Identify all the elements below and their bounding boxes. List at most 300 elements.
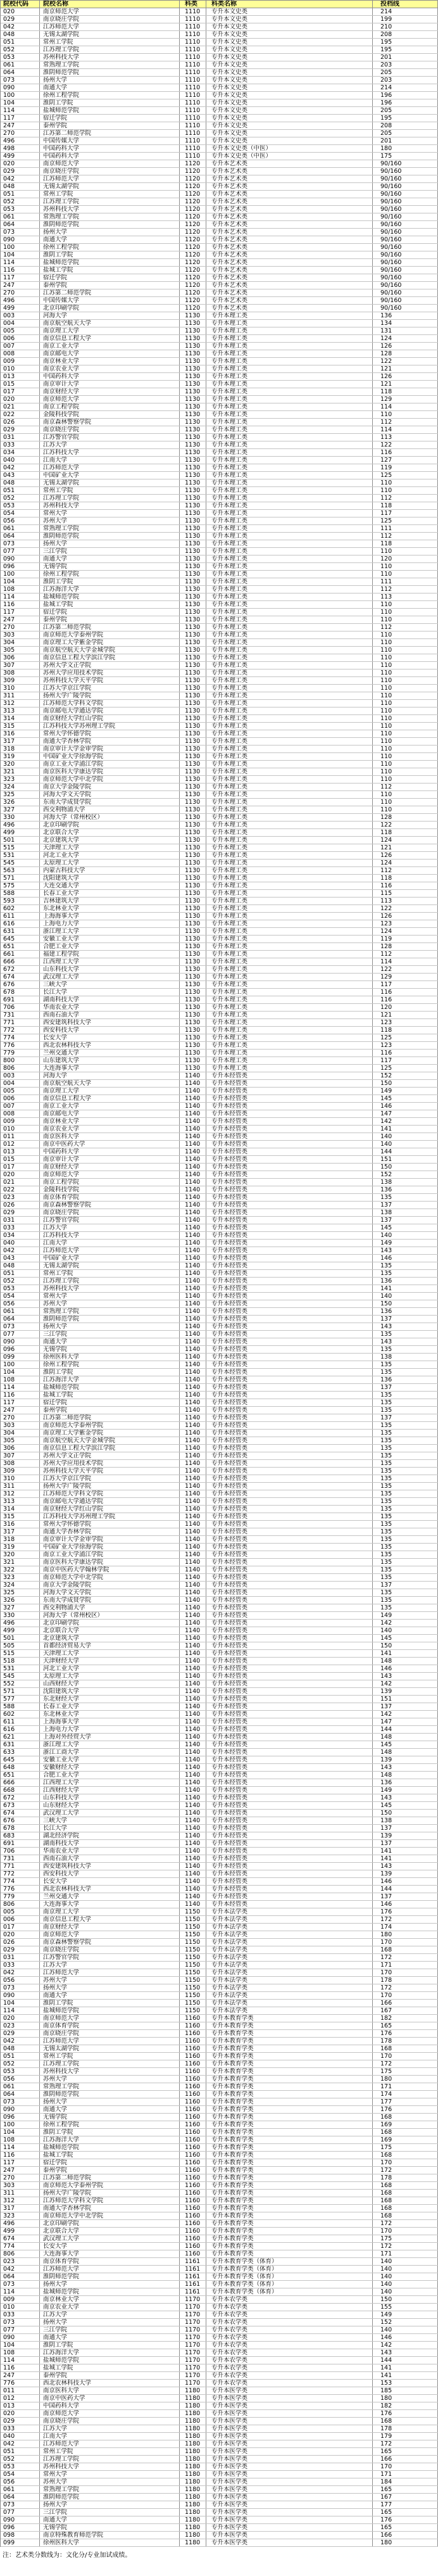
cell-school-name: 南京财经大学红山学院	[40, 715, 180, 722]
cell-category-name: 专升本教育学类	[206, 2030, 373, 2037]
cell-code: 117	[1, 2159, 40, 2166]
cell-code: 518	[1, 1658, 40, 1665]
cell-score: 167	[373, 2494, 438, 2501]
cell-score: 135	[373, 1460, 438, 1467]
cell-code: 326	[1, 799, 40, 806]
table-row	[1, 631, 438, 639]
cell-code: 005	[1, 1908, 40, 1915]
cell-category: 1130	[180, 411, 206, 418]
cell-score: 113	[373, 898, 438, 904]
cell-category-name: 专升本理工类	[206, 715, 373, 722]
cell-category: 1120	[180, 198, 206, 205]
cell-category: 1150	[180, 1946, 206, 1953]
cell-school-name: 南京财经大学	[40, 1164, 180, 1171]
table-row	[1, 2425, 438, 2433]
cell-category-name: 专升本教育学类	[206, 2197, 373, 2204]
cell-category: 1140	[180, 1240, 206, 1247]
cell-category-name: 专升本经管类	[206, 1118, 373, 1125]
cell-category-name: 专升本经管类	[206, 1171, 373, 1178]
cell-school-name: 南通大学	[40, 2516, 180, 2523]
cell-school-name: 泰州学院	[40, 1407, 180, 1414]
table-row	[1, 2076, 438, 2083]
cell-category: 1140	[180, 1901, 206, 1908]
cell-category: 1160	[180, 2106, 206, 2113]
cell-category-name: 专升本理工类	[206, 571, 373, 578]
cell-school-name: 盐城工学院	[40, 2152, 180, 2159]
cell-category-name: 专升本经管类	[206, 1293, 373, 1300]
cell-category-name: 专升本艺术类	[206, 267, 373, 274]
cell-category: 1120	[180, 244, 206, 251]
cell-school-name: 南京邮电大学	[40, 1110, 180, 1117]
cell-category-name: 专升本理工类	[206, 426, 373, 433]
table-row	[1, 1992, 438, 2000]
cell-school-name: 淮阴师范学院	[40, 533, 180, 540]
cell-score: 135	[373, 1506, 438, 1513]
cell-code: 073	[1, 1323, 40, 1330]
cell-category: 1130	[180, 860, 206, 866]
cell-category-name: 专升本教育学类	[206, 2022, 373, 2029]
cell-category: 1130	[180, 822, 206, 828]
cell-school-name: 江西理工大学	[40, 1779, 180, 1786]
cell-category: 1130	[180, 784, 206, 790]
cell-score: 90/160	[373, 221, 438, 228]
cell-score: 135	[373, 1574, 438, 1581]
cell-category: 1120	[180, 221, 206, 228]
cell-category: 1130	[180, 814, 206, 821]
cell-code: 499	[1, 829, 40, 836]
cell-school-name: 天津财经大学	[40, 1658, 180, 1665]
cell-category: 1130	[180, 624, 206, 631]
cell-school-name: 盐城师范学院	[40, 259, 180, 266]
cell-code: 621	[1, 1734, 40, 1741]
cell-school-name: 南京审计大学金审学院	[40, 1536, 180, 1543]
cell-category-name: 专升本教育学类	[206, 2182, 373, 2189]
table-row	[1, 1749, 438, 1756]
table-row	[1, 1224, 438, 1232]
cell-category-name: 专升本教育学类	[206, 2015, 373, 2022]
cell-category-name: 专升本理工类	[206, 738, 373, 745]
cell-school-name: 南京信息工程大学	[40, 1095, 180, 1102]
cell-category-name: 专升本经管类	[206, 1361, 373, 1368]
cell-category-name: 专升本经管类	[206, 1133, 373, 1140]
cell-code: 309	[1, 1468, 40, 1475]
cell-school-name: 山西财经大学	[40, 1680, 180, 1687]
cell-category-name: 专升本艺术类	[206, 251, 373, 258]
cell-score: 168	[373, 2045, 438, 2052]
cell-score: 137	[373, 1217, 438, 1224]
cell-score: 135	[373, 1331, 438, 1338]
cell-school-name: 南京晓庄学院	[40, 168, 180, 175]
cell-code: 315	[1, 1513, 40, 1520]
cell-category-name: 专升本艺术类	[206, 259, 373, 266]
cell-category-name: 专升本经管类	[206, 1810, 373, 1817]
cell-category-name: 专升本文史类	[206, 69, 373, 76]
cell-category-name: 专升本经管类	[206, 1399, 373, 1406]
cell-code: 077	[1, 548, 40, 555]
table-row	[1, 1080, 438, 1088]
cell-score: 169	[373, 2121, 438, 2128]
cell-school-name: 江苏科技大学苏州理工学院	[40, 1513, 180, 1520]
table-row	[1, 8, 438, 16]
cell-code: 100	[1, 244, 40, 251]
cell-score: 141	[373, 1855, 438, 1862]
cell-school-name: 常州工学院	[40, 191, 180, 198]
table-row	[1, 1376, 438, 1384]
table-row	[1, 2197, 438, 2205]
cell-code: 053	[1, 502, 40, 509]
cell-score: 140	[373, 2288, 438, 2295]
cell-score: 170	[373, 1969, 438, 1976]
table-row	[1, 2060, 438, 2068]
cell-code: 020	[1, 1171, 40, 1178]
cell-code: 051	[1, 1270, 40, 1277]
cell-school-name: 南京体育学院	[40, 1194, 180, 1201]
cell-category-name: 专升本理工类	[206, 449, 373, 456]
cell-score: 179	[373, 2433, 438, 2440]
cell-score: 140	[373, 2281, 438, 2288]
cell-category-name: 专升本文史类	[206, 137, 373, 144]
cell-score: 178	[373, 2425, 438, 2432]
cell-score: 210	[373, 23, 438, 30]
cell-code: 117	[1, 609, 40, 616]
cell-category: 1130	[180, 639, 206, 646]
cell-code: 077	[1, 2326, 40, 2333]
cell-category-name: 专升本法学类	[206, 1969, 373, 1976]
cell-school-name: 徐州工程学院	[40, 244, 180, 251]
cell-school-name: 常州大学	[40, 2471, 180, 2478]
cell-category: 1160	[180, 2038, 206, 2045]
cell-category: 1160	[180, 2152, 206, 2159]
cell-score: 121	[373, 1012, 438, 1018]
cell-category-name: 专升本教育学类（体育）	[206, 2273, 373, 2280]
cell-category-name: 专升本理工类	[206, 723, 373, 730]
table-row	[1, 784, 438, 791]
cell-score: 116	[373, 449, 438, 456]
table-row	[1, 753, 438, 761]
cell-category: 1140	[180, 1612, 206, 1619]
cell-school-name: 泰州学院	[40, 616, 180, 623]
cell-school-name: 南京信息工程大学	[40, 1916, 180, 1923]
cell-category: 1130	[180, 517, 206, 524]
cell-score: 137	[373, 1703, 438, 1710]
cell-category-name: 专升本经管类	[206, 1072, 373, 1079]
table-row	[1, 616, 438, 624]
cell-school-name: 西安科技大学	[40, 1027, 180, 1034]
cell-school-name: 江苏理工学院	[40, 1278, 180, 1285]
cell-code: 043	[1, 1255, 40, 1262]
cell-category-name: 专升本经管类	[206, 1832, 373, 1839]
cell-code: 776	[1, 2380, 40, 2387]
cell-category: 1140	[180, 1718, 206, 1725]
table-row	[1, 251, 438, 259]
cell-category-name: 专升本经管类	[206, 1658, 373, 1665]
cell-school-name: 南京航空航天大学	[40, 1080, 180, 1087]
cell-category: 1140	[180, 1665, 206, 1672]
table-row	[1, 2478, 438, 2486]
table-row	[1, 358, 438, 365]
cell-category: 1130	[180, 662, 206, 669]
cell-score: 168	[373, 2182, 438, 2189]
cell-category-name: 专升本经管类	[206, 1582, 373, 1589]
cell-school-name: 扬州大学	[40, 2098, 180, 2105]
table-row	[1, 1490, 438, 1498]
cell-score: 135	[373, 1361, 438, 1368]
cell-category: 1130	[180, 837, 206, 844]
cell-score: 114	[373, 403, 438, 410]
cell-code: 029	[1, 1946, 40, 1953]
cell-category: 1140	[180, 1437, 206, 1444]
cell-category: 1140	[180, 1468, 206, 1475]
cell-code: 090	[1, 2334, 40, 2341]
cell-school-name: 首都经济贸易大学	[40, 1642, 180, 1649]
cell-code: 008	[1, 350, 40, 357]
cell-school-name: 南京特殊教育师范学院	[40, 2532, 180, 2539]
cell-category: 1140	[180, 1794, 206, 1801]
cell-school-name: 江苏师范大学	[40, 464, 180, 471]
cell-category: 1130	[180, 943, 206, 950]
cell-score: 137	[373, 1414, 438, 1421]
cell-score: 90/160	[373, 229, 438, 236]
cell-school-name: 常州大学怀德学院	[40, 1521, 180, 1528]
table-row	[1, 1118, 438, 1126]
cell-score: 110	[373, 685, 438, 692]
cell-school-name: 泰州学院	[40, 2167, 180, 2174]
table-row	[1, 457, 438, 464]
cell-school-name: 西交利物浦大学	[40, 1604, 180, 1611]
cell-category-name: 专升本经管类	[206, 1870, 373, 1877]
cell-category: 1170	[180, 2319, 206, 2326]
cell-category-name: 专升本教育学类	[206, 2060, 373, 2067]
cell-score: 146	[373, 1901, 438, 1908]
table-row	[1, 305, 438, 312]
cell-score: 175	[373, 2068, 438, 2075]
cell-category-name: 专升本经管类	[206, 1376, 373, 1383]
table-row	[1, 350, 438, 358]
cell-category-name: 专升本理工类	[206, 472, 373, 479]
cell-score: 143	[373, 1323, 438, 1330]
table-row	[1, 1711, 438, 1718]
cell-category: 1130	[180, 426, 206, 433]
cell-code: 090	[1, 2106, 40, 2113]
cell-score: 116	[373, 882, 438, 889]
cell-score: 196	[373, 92, 438, 99]
table-row	[1, 1680, 438, 1688]
cell-code: 651	[1, 943, 40, 950]
cell-category: 1120	[180, 206, 206, 213]
table-row	[1, 2182, 438, 2190]
table-row	[1, 669, 438, 677]
cell-code: 073	[1, 229, 40, 236]
cell-school-name: 南京医科大学	[40, 1133, 180, 1140]
cell-category-name: 专升本经管类	[206, 1202, 373, 1209]
cell-school-name: 南京晓庄学院	[40, 16, 180, 23]
table-row	[1, 39, 438, 46]
cell-category: 1130	[180, 327, 206, 334]
cell-category-name: 专升本经管类	[206, 1103, 373, 1110]
table-row	[1, 1148, 438, 1156]
table-row	[1, 175, 438, 183]
cell-category: 1140	[180, 1133, 206, 1140]
cell-score: 110	[373, 738, 438, 745]
cell-school-name: 江苏第二师范学院	[40, 624, 180, 631]
table-row	[1, 1506, 438, 1513]
cell-code: 310	[1, 685, 40, 692]
cell-school-name: 江苏师范大学	[40, 1969, 180, 1976]
table-row	[1, 1901, 438, 1908]
cell-code: 496	[1, 2220, 40, 2227]
cell-school-name: 东北林业大学	[40, 1711, 180, 1718]
cell-category-name: 专升本医学类	[206, 2501, 373, 2508]
cell-category-name: 专升本艺术类	[206, 236, 373, 243]
cell-code: 042	[1, 1969, 40, 1976]
cell-category: 1140	[180, 1164, 206, 1171]
cell-school-name: 北京联合大学	[40, 1627, 180, 1634]
cell-code: 013	[1, 1148, 40, 1155]
cell-score: 150	[373, 1642, 438, 1649]
cell-category: 1140	[180, 1316, 206, 1323]
cell-score: 90/160	[373, 160, 438, 167]
cell-code: 678	[1, 1825, 40, 1832]
cell-category-name: 专升本文史类	[206, 107, 373, 114]
table-row	[1, 905, 438, 913]
cell-score: 135	[373, 1490, 438, 1497]
cell-code: 061	[1, 525, 40, 532]
table-row	[1, 2030, 438, 2038]
cell-score: 140	[373, 2326, 438, 2333]
table-row	[1, 1741, 438, 1749]
cell-category-name: 专升本理工类	[206, 327, 373, 334]
cell-category: 1180	[180, 2440, 206, 2447]
cell-score: 184	[373, 2478, 438, 2485]
table-row	[1, 23, 438, 31]
table-row	[1, 1787, 438, 1794]
cell-score: 117	[373, 981, 438, 988]
cell-category: 1160	[180, 2022, 206, 2029]
cell-code: 010	[1, 2304, 40, 2311]
table-row	[1, 1878, 438, 1886]
cell-score: 117	[373, 510, 438, 517]
cell-school-name: 河海大学（常州校区）	[40, 814, 180, 821]
cell-category-name: 专升本文史类（中医）	[206, 153, 373, 160]
cell-school-name: 常州工学院	[40, 2053, 180, 2060]
cell-category: 1140	[180, 1711, 206, 1718]
cell-school-name: 南京林业大学	[40, 358, 180, 365]
cell-code: 056	[1, 1977, 40, 1984]
cell-school-name: 兰州交通大学	[40, 1050, 180, 1056]
table-row	[1, 2174, 438, 2182]
cell-category: 1140	[180, 1756, 206, 1763]
cell-category: 1140	[180, 1430, 206, 1437]
table-row	[1, 2319, 438, 2326]
cell-score: 143	[373, 1764, 438, 1771]
cell-code: 800	[1, 1057, 40, 1064]
cell-category: 1130	[180, 320, 206, 327]
cell-school-name: 南通大学杏林学院	[40, 2205, 180, 2212]
cell-score: 166	[373, 2532, 438, 2539]
cell-school-name: 南京财经大学	[40, 388, 180, 395]
cell-code: 052	[1, 2060, 40, 2067]
cell-category-name: 专升本经管类	[206, 1726, 373, 1733]
table-row	[1, 1513, 438, 1521]
table-row	[1, 2418, 438, 2425]
cell-score: 114	[373, 426, 438, 433]
cell-score: 170	[373, 1939, 438, 1946]
cell-school-name: 南京师范大学中北学院	[40, 2212, 180, 2219]
cell-school-name: 天津理工大学	[40, 1650, 180, 1657]
cell-school-name: 盐城师范学院	[40, 2288, 180, 2295]
cell-score: 168	[373, 2190, 438, 2197]
cell-code: 054	[1, 2471, 40, 2478]
cell-category: 1120	[180, 160, 206, 167]
cell-category: 1140	[180, 1886, 206, 1893]
cell-category-name: 专升本经管类	[206, 1551, 373, 1558]
cell-category: 1130	[180, 502, 206, 509]
table-row	[1, 1338, 438, 1346]
cell-category-name: 专升本理工类	[206, 381, 373, 388]
cell-category: 1180	[180, 2509, 206, 2516]
cell-score: 201	[373, 54, 438, 61]
cell-school-name: 南京林业大学	[40, 1118, 180, 1125]
cell-school-name: 长安大学	[40, 1878, 180, 1885]
cell-category-name: 专升本医学类	[206, 2395, 373, 2402]
cell-code: 073	[1, 2501, 40, 2508]
cell-school-name: 宿迁学院	[40, 2159, 180, 2166]
table-row	[1, 2022, 438, 2030]
table-row	[1, 1240, 438, 1247]
cell-category: 1160	[180, 2212, 206, 2219]
cell-category-name: 专升本理工类	[206, 1050, 373, 1056]
cell-school-name: 淮阴师范学院	[40, 1316, 180, 1323]
cell-category: 1120	[180, 282, 206, 289]
cell-category: 1120	[180, 289, 206, 296]
cell-school-name: 江苏科技大学	[40, 449, 180, 456]
cell-category-name: 专升本经管类	[206, 1612, 373, 1619]
cell-code: 048	[1, 479, 40, 486]
cell-score: 135	[373, 1528, 438, 1535]
cell-code: 020	[1, 1931, 40, 1938]
cell-category: 1140	[180, 1513, 206, 1520]
cell-school-name: 常州工学院	[40, 1270, 180, 1277]
cell-category: 1130	[180, 312, 206, 319]
cell-category: 1130	[180, 441, 206, 448]
cell-category-name: 专升本理工类	[206, 707, 373, 714]
cell-school-name: 江苏师范大学	[40, 2266, 180, 2273]
cell-code: 498	[1, 145, 40, 152]
table-row	[1, 1019, 438, 1027]
cell-school-name: 武汉理工大学	[40, 1810, 180, 1817]
cell-score: 148	[373, 1772, 438, 1779]
cell-score: 125	[373, 1034, 438, 1041]
cell-category: 1130	[180, 419, 206, 426]
table-row	[1, 1399, 438, 1407]
cell-score: 178	[373, 2174, 438, 2181]
cell-score: 90/160	[373, 305, 438, 312]
cell-school-name: 南京信息工程大学滨江学院	[40, 654, 180, 661]
cell-category-name: 专升本医学类	[206, 2494, 373, 2501]
header-code: 院校代码	[1, 1, 40, 8]
cell-school-name: 苏州科技大学天平学院	[40, 677, 180, 684]
cell-category-name: 专升本农学类	[206, 2372, 373, 2379]
table-row	[1, 160, 438, 168]
cell-score: 110	[373, 768, 438, 775]
table-row	[1, 1908, 438, 1916]
table-row	[1, 1369, 438, 1376]
cell-code: 319	[1, 753, 40, 760]
cell-school-name: 泰州学院	[40, 122, 180, 129]
table-row	[1, 586, 438, 593]
cell-category: 1130	[180, 936, 206, 942]
cell-school-name: 江苏海洋大学	[40, 586, 180, 593]
